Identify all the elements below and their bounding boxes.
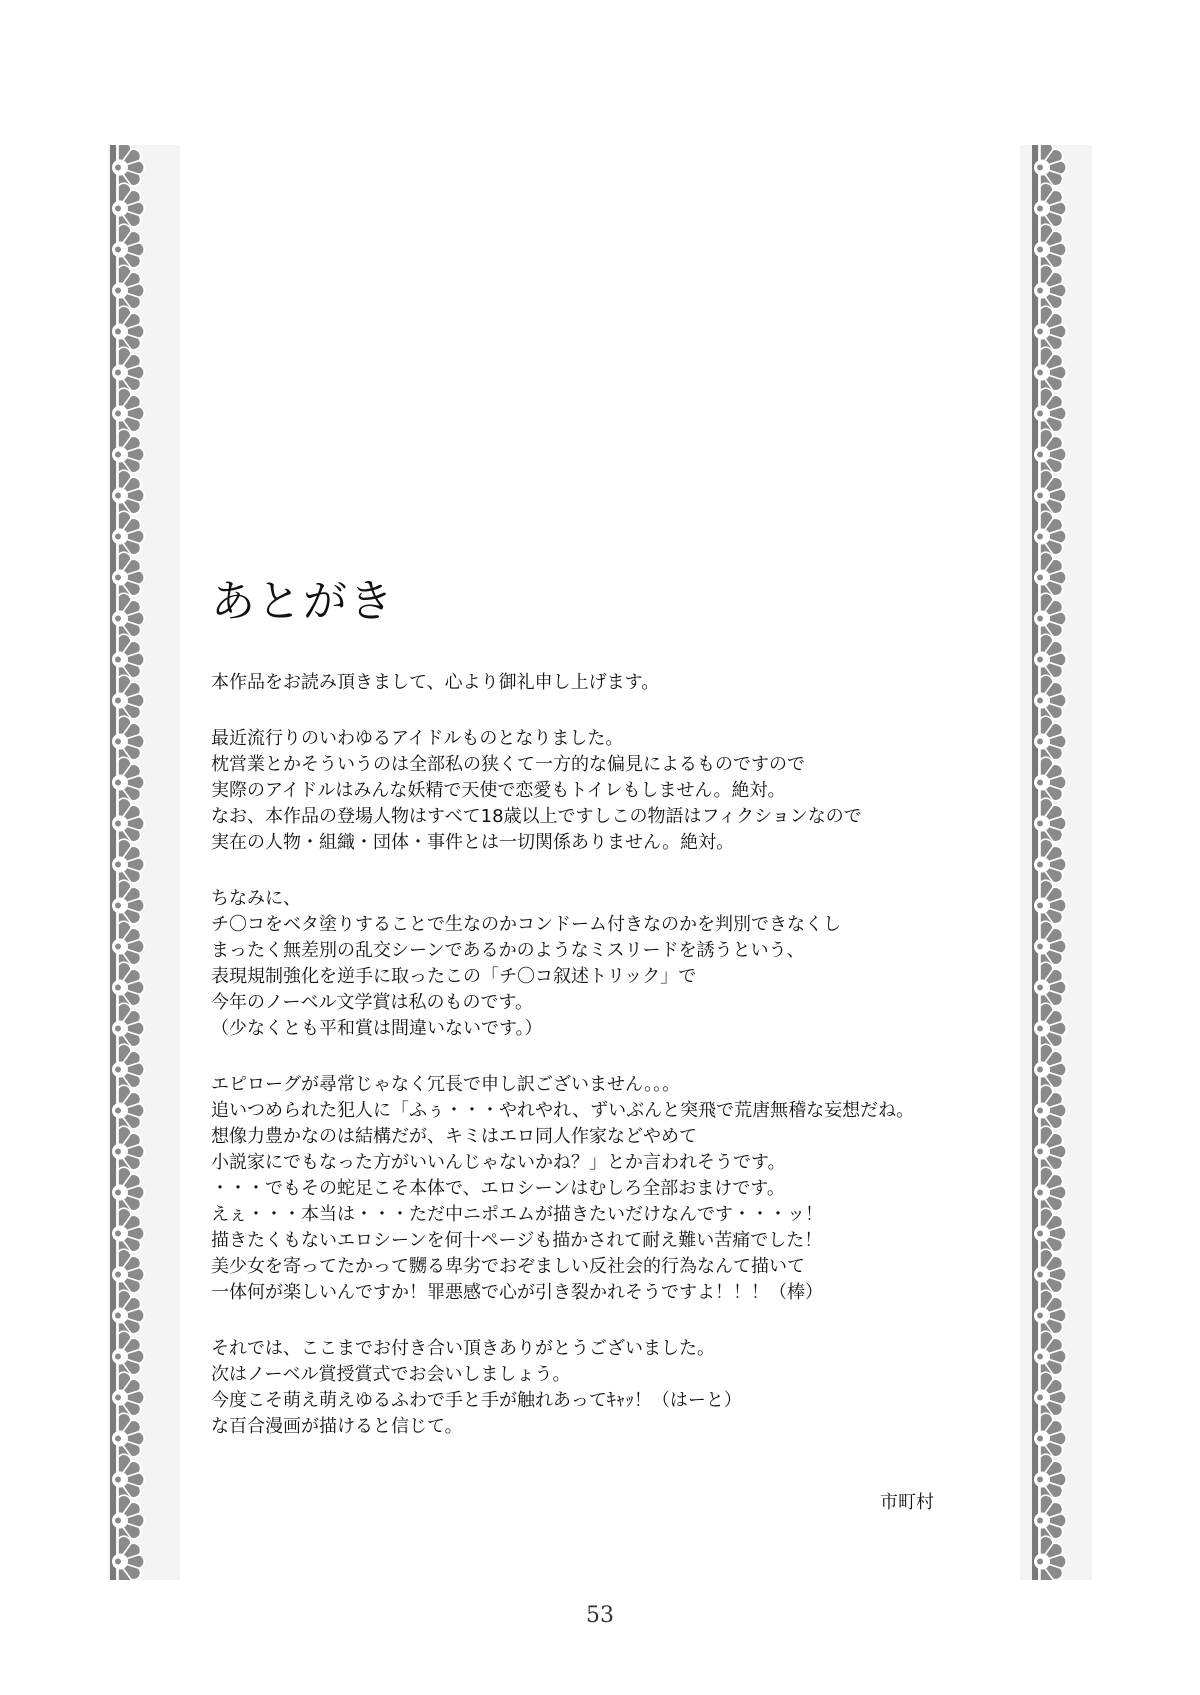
text-line: 描きたくもないエロシーンを何十ページも描かされて耐え難い苦痛でした！ (211, 1230, 823, 1251)
text-line: 小説家にでもなった方がいいんじゃないかね？」とか言われそうです。 (211, 1152, 786, 1173)
text-line: 実在の人物・組織・団体・事件とは一切関係ありません。絶対。 (211, 832, 735, 853)
paragraph (211, 670, 1011, 696)
text-line: まったく無差別の乱交シーンであるかのようなミスリードを誘うという、 (211, 940, 805, 961)
text-line: 最近流行りのいわゆるアイドルものとなりました。 (211, 728, 624, 749)
right-decorative-border (1030, 145, 1094, 1580)
text-line: ・・・でもその蛇足こそ本体で、エロシーンはむしろ全部おまけです。 (211, 1178, 785, 1199)
text-line: チ〇コをベタ塗りすることで生なのかコンドーム付きなのかを判別できなくし (211, 914, 841, 935)
text-line: 今度こそ萌え萌えゆるふわで手と手が触れあってｷｬｯ！（はーと） (211, 1390, 742, 1411)
text-line: （少なくとも平和賞は間違いないです。） (211, 1018, 543, 1039)
text-line: 枕営業とかそういうのは全部私の狭くて一方的な偏見によるものですので (211, 754, 805, 775)
afterword-title: あとがき (211, 576, 395, 627)
text-line: エピローグが尋常じゃなく冗長で申し訳ございません。。。 (211, 1074, 681, 1095)
author-signature: 市町村 (880, 1492, 934, 1513)
fan-ornament (1034, 1536, 1066, 1580)
text-line: なお、本作品の登場人物はすべて18歳以上ですしこの物語はフィクションなので (211, 806, 862, 827)
text-line: な百合漫画が描けると信じて。 (211, 1416, 463, 1437)
paragraph (211, 726, 1011, 856)
text-line: ちなみに、 (211, 888, 301, 909)
text-line: 表現規制強化を逆手に取ったこの「チ〇コ叙述トリック」で (211, 966, 697, 987)
text-line: 次はノーベル賞授賞式でお会いしましょう。 (211, 1364, 571, 1385)
paragraph (211, 886, 1011, 1042)
text-line: 追いつめられた犯人に「ふぅ・・・やれやれ、ずいぶんと突飛で荒唐無稽な妄想だね。 (211, 1100, 915, 1121)
paragraph (211, 1072, 1011, 1306)
afterword-content (211, 576, 1011, 1470)
text-line: 一体何が楽しいんですか！罪悪感で心が引き裂かれそうですよ！！！（棒） (211, 1282, 823, 1303)
text-line: えぇ・・・本当は・・・ただ中ニポエムが描きたいだけなんです・・・ッ！ (211, 1204, 823, 1225)
paragraph (211, 1336, 1011, 1440)
left-decorative-border (108, 145, 172, 1580)
text-line: 本作品をお読み頂きまして、心より御礼申し上げます。 (211, 672, 660, 693)
fan-ornament (112, 1536, 144, 1580)
text-line: 今年のノーベル文学賞は私のものです。 (211, 992, 534, 1013)
afterword-body (211, 670, 1011, 1440)
text-line: それでは、ここまでお付き合い頂きありがとうございました。 (211, 1338, 715, 1359)
text-line: 実際のアイドルはみんな妖精で天使で恋愛もトイレもしません。絶対。 (211, 780, 786, 801)
text-line: 美少女を寄ってたかって嬲る卑劣でおぞましい反社会的行為なんて描いて (211, 1256, 805, 1277)
page-number: 53 (586, 1603, 614, 1628)
text-line: 想像力豊かなのは結構だが、キミはエロ同人作家などやめて (211, 1126, 697, 1147)
